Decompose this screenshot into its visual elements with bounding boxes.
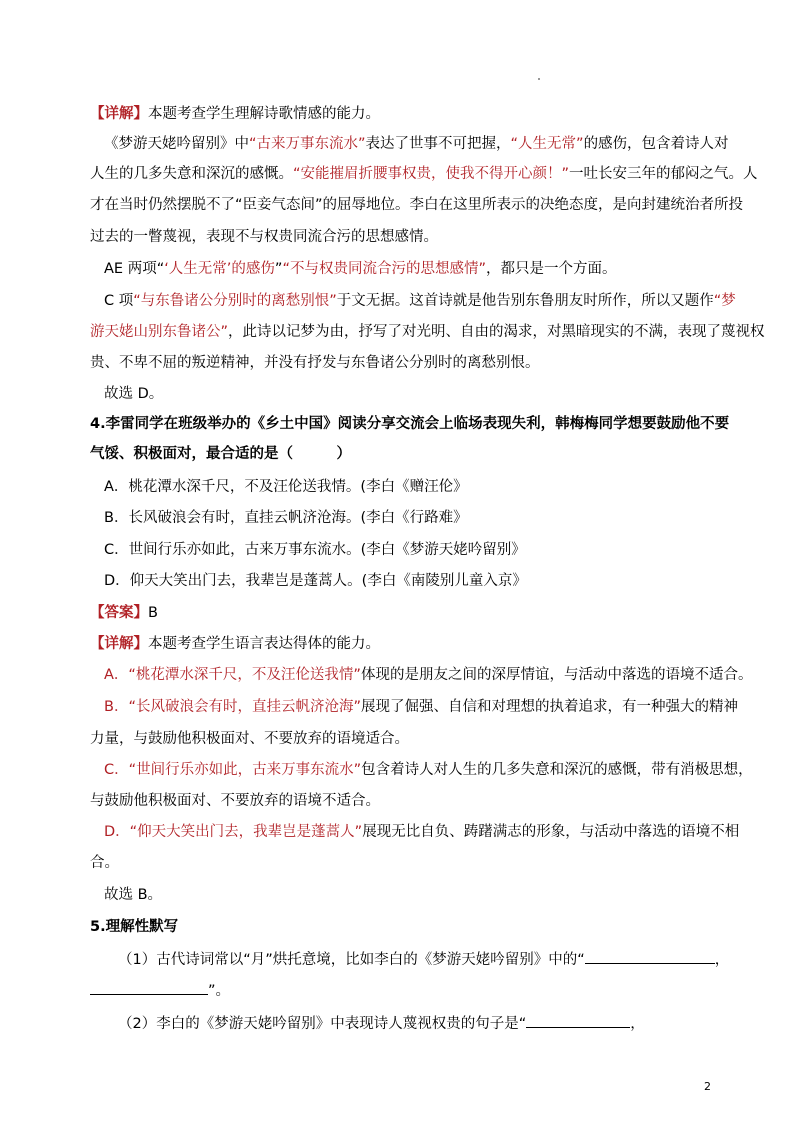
para-line: 人生的几多失意和深沉的感慨。“安能摧眉折腰事权贵，使我不得开心颜！”一吐长安三年的郁闷之气。人 bbox=[90, 166, 758, 182]
para-line: 贵、不卑不屈的叛逆精神，并没有抒发与东鲁诸公分别时的离愁别恨。 bbox=[90, 355, 540, 371]
q5-item-2: （2）李白的《梦游天姥吟留别》中表现诗人蔑视权贵的句子是“ ， bbox=[118, 1013, 645, 1034]
option-b: B．长风破浪会有时，直挂云帆济沧海。(李白《行路难》 bbox=[104, 510, 468, 526]
q5-item-1-cont: ”。 bbox=[90, 980, 230, 1001]
option-c: C．世间行乐亦如此，古来万事东流水。(李白《梦游天姥吟留别》 bbox=[104, 542, 526, 558]
explain-a: A．“桃花潭水深千尺，不及汪伦送我情”体现的是朋友之间的深厚情谊，与活动中落选的语境不适合。 bbox=[104, 667, 753, 683]
para-line: 《梦游天姥吟留别》中“古来万事东流水”表达了世事不可把握，“人生无常”的感伤，包含着诗人对 bbox=[104, 136, 729, 152]
answer-blank[interactable] bbox=[585, 949, 715, 964]
option-d: D．仰天大笑出门去，我辈岂是蓬蒿人。(李白《南陵别儿童入京》 bbox=[104, 573, 527, 589]
answer-blank[interactable] bbox=[526, 1013, 630, 1028]
explain-b: B．“长风破浪会有时，直挂云帆济沧海”展现了倔强、自信和对理想的执着追求，有一种强大的精神 bbox=[104, 699, 738, 715]
conclusion-2: 故选 B。 bbox=[104, 887, 163, 903]
q5-item-1: （1）古代诗词常以“月”烘托意境，比如李白的《梦游天姥吟留别》中的“ ， bbox=[118, 949, 729, 970]
option-a: A．桃花潭水深千尺，不及汪伦送我情。(李白《赠汪伦》 bbox=[104, 479, 468, 495]
page-number: 2 bbox=[704, 1080, 711, 1093]
explain-b-cont: 力量，与鼓励他积极面对、不要放弃的语境适合。 bbox=[90, 731, 409, 747]
mark-dot bbox=[538, 78, 540, 80]
question-4-cont: 气馁、积极面对，最合适的是（ ） bbox=[90, 446, 351, 462]
para-line: 过去的一瞥蔑视，表现不与权贵同流合污的思想感情。 bbox=[90, 229, 438, 245]
para-line: 游天姥山别东鲁诸公”，此诗以记梦为由，抒写了对光明、自由的渴求，对黑暗现实的不满，表现了蔑视权 bbox=[90, 324, 765, 340]
explain-c: C．“世间行乐亦如此，古来万事东流水”包含着诗人对人生的几多失意和深沉的感慨，带有消极思想， bbox=[104, 762, 753, 778]
para-line: C 项“与东鲁诸公分别时的离愁别恨”于文无据。这首诗就是他告别东鲁朋友时所作，所以又题作“梦 bbox=[104, 293, 736, 309]
detail-heading-2: 【详解】本题考查学生语言表达得体的能力。 bbox=[90, 636, 380, 652]
para-line: 才在当时仍然摆脱不了“臣妾气态间”的屈辱地位。李白在这里所表示的决绝态度，是向封建统治者所投 bbox=[90, 197, 744, 213]
answer-blank[interactable] bbox=[90, 980, 208, 995]
question-5: 5.理解性默写 bbox=[90, 919, 179, 935]
conclusion-1: 故选 D。 bbox=[104, 386, 164, 402]
answer-line: 【答案】B bbox=[90, 605, 158, 621]
explain-d: D．“仰天大笑出门去，我辈岂是蓬蒿人”展现无比自负、踌躇满志的形象，与活动中落选的语境不相 bbox=[104, 824, 740, 840]
question-4: 4.李雷同学在班级举办的《乡土中国》阅读分享交流会上临场表现失利，韩梅梅同学想要鼓励他不要 bbox=[90, 416, 730, 432]
para-line: AE 两项“‘人生无常’的感伤”“不与权贵同流合污的思想感情”，都只是一个方面。 bbox=[104, 261, 617, 277]
explain-c-cont: 与鼓励他积极面对、不要放弃的语境不适合。 bbox=[90, 793, 380, 809]
detail-heading-1: 【详解】本题考查学生理解诗歌情感的能力。 bbox=[90, 106, 380, 122]
explain-d-cont: 合。 bbox=[90, 855, 119, 871]
